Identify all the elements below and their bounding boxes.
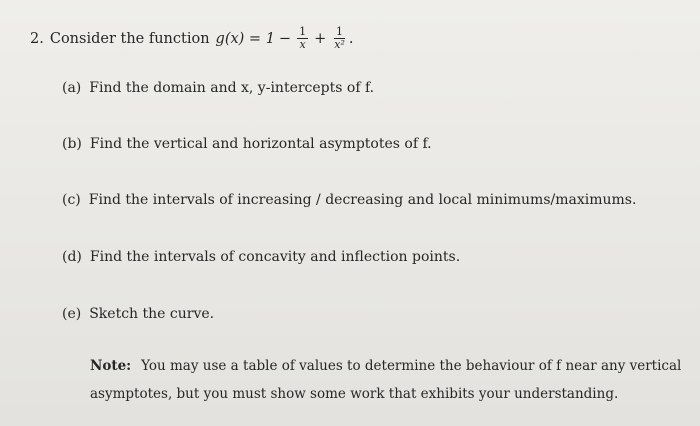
problem-statement bbox=[30, 26, 353, 51]
part-label: (a) bbox=[62, 80, 82, 96]
part-label: (b) bbox=[62, 136, 82, 152]
part-label: (e) bbox=[62, 306, 82, 322]
note-text: You may use a table of values to determine the behaviour of f near any vertical asymptotes, but you must show some work that exhibits your understanding. bbox=[90, 358, 682, 402]
part-d bbox=[62, 249, 460, 265]
part-text: Find the domain and x, y-intercepts of f. bbox=[89, 80, 375, 96]
note-label: Note: bbox=[90, 358, 132, 374]
problem-number: 2. bbox=[30, 30, 44, 47]
part-b bbox=[62, 136, 432, 152]
function-lhs: g(x) = 1 bbox=[215, 30, 275, 47]
part-label: (c) bbox=[62, 192, 81, 208]
fraction-one-over-x bbox=[297, 26, 308, 51]
note-block bbox=[90, 352, 690, 408]
fraction-denominator: x² bbox=[334, 38, 345, 51]
fraction-numerator: 1 bbox=[336, 25, 344, 38]
part-a bbox=[62, 80, 374, 96]
minus-sign: − bbox=[278, 30, 292, 47]
part-text: Sketch the curve. bbox=[89, 306, 215, 322]
part-label: (d) bbox=[62, 249, 82, 265]
problem-intro: Consider the function bbox=[49, 30, 210, 47]
problem-end: . bbox=[348, 30, 354, 47]
part-e bbox=[62, 306, 214, 322]
fraction-numerator: 1 bbox=[299, 25, 307, 38]
plus-sign: + bbox=[314, 30, 327, 47]
part-text: Find the intervals of concavity and inflection points. bbox=[89, 249, 461, 265]
fraction-denominator: x bbox=[299, 38, 306, 51]
fraction-one-over-x-squared bbox=[332, 26, 347, 51]
part-text: Find the intervals of increasing / decreasing and local minimums/maximums. bbox=[88, 192, 637, 208]
part-text: Find the vertical and horizontal asymptotes of f. bbox=[89, 136, 432, 152]
part-c bbox=[62, 192, 636, 208]
